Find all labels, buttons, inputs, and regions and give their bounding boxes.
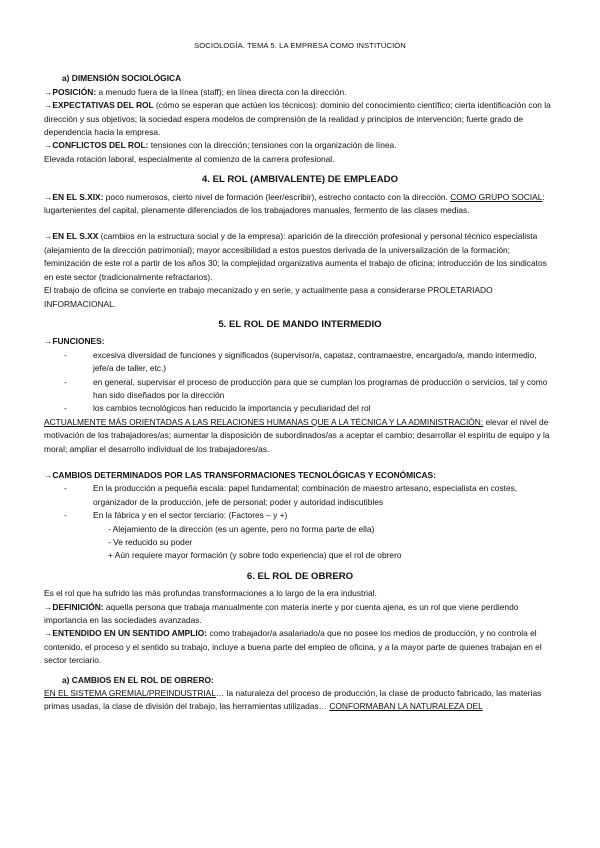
list-item: - excesiva diversidad de funciones y significados (supervisor/a, capataz, contramaestre, encargado/a, mando intermedio, jefe/a de taller, etc.) <box>93 349 556 376</box>
paragraph-proletariado: El trabajo de oficina se convierte en trabajo mecanizado y en serie, y actualmente pasa a considerarse PROLETARIADO INFORMACIONAL. <box>44 285 493 309</box>
funciones-list <box>44 349 556 416</box>
label: →CAMBIOS DETERMINADOS POR LAS TRANSFORMACIONES TECNOLÓGICAS Y ECONÓMICAS: <box>44 469 436 480</box>
paragraph-sxx <box>44 230 556 284</box>
paragraph-rotacion: Elevada rotación laboral, especialmente al comienzo de la carrera profesional. <box>44 153 335 164</box>
underlined-text: ACTUALMENTE MÁS ORIENTADAS A LAS RELACIONES HUMANAS QUE A LA TÉCNICA Y LA ADMINISTRACIÓN: <box>44 416 484 427</box>
list-item: - en general, supervisar el proceso de producción para que se cumplan los programas de producción o servicios, tal y como han sido diseñados por la dirección <box>93 376 556 403</box>
text: elevar el nivel de motivación de los trabajadores/as; aumentar la disposición de subordinados/as a aceptar el cambio; desarrollar el espíritu de equipo y la moral; ampliar el desarrollo individual de los trabajadores/as. <box>44 416 550 454</box>
underlined-text: CONFORMABAN LA NATURALEZA DEL <box>329 701 483 712</box>
underlined-text: EN EL SISTEMA GREMIAL/PREINDUSTRIAL <box>44 688 216 699</box>
label: →FUNCIONES: <box>44 336 105 347</box>
paragraph-expectativas <box>44 99 556 139</box>
list-item: - los cambios tecnológicos han reducido la importancia y peculiaridad del rol <box>93 402 556 415</box>
paragraph-conflictos <box>44 139 556 152</box>
label: →ENTENDIDO EN UN SENTIDO AMPLIO: <box>44 628 208 639</box>
text: poco numerosos, cierto nivel de formación (leer/escribir), estrecho contacto con la dirección. <box>103 191 451 202</box>
label: →CONFLICTOS DEL ROL: <box>44 140 149 151</box>
text: (cambios en la estructura social y de la empresa): aparición de la dirección profesional y personal técnico especialista (alejamiento de la dirección patrimonial); mayor accesibilidad a estos puestos derivada de la universalización de la formación; feminización de este rol a partir de los años 30; la complejidad organizativa aumenta el trabajo de oficina; introducción de los sindicatos en este sector (tradicionalmente refractarios). <box>44 231 547 282</box>
page-header: SOCIOLOGÍA. TEMA 5. LA EMPRESA COMO INSTITUCIÓN <box>194 41 406 50</box>
subsection-title: a) DIMENSIÓN SOCIOLÓGICA <box>62 73 182 84</box>
underlined-text: COMO GRUPO SOCIAL <box>450 191 543 202</box>
text: tensiones con la dirección; tensiones con la organización de línea. <box>148 140 397 151</box>
sub-item: + Aún requiere mayor formación (y sobre todo experiencia) que el rol de obrero <box>108 550 402 561</box>
sub-item: - Alejamiento de la dirección (es un agente, pero no forma parte de ella) <box>108 523 375 534</box>
text: como trabajador/a asalariado/a que no posee los medios de producción, y no controla el contenido, el proceso y el sentido su trabajo, incluye a buena parte del empleo de oficina, y a la mayor parte de quienes trabajan en el sector terciario. <box>44 628 542 666</box>
section-title-6: 6. EL ROL DE OBRERO <box>246 570 354 582</box>
paragraph-sxix <box>44 191 556 218</box>
paragraph-gremial <box>44 687 556 714</box>
section-title-5: 5. EL ROL DE MANDO INTERMEDIO <box>218 318 382 330</box>
text: … la naturaleza del proceso de producción, la clase de producto fabricado, las materias primas usadas, la clase de división del trabajo, las herramientas utilizadas… <box>44 688 542 712</box>
text: : lugartenientes del capital, plenamente diferenciados de los trabajadores manuales, fermento de las clases medias. <box>44 191 545 216</box>
paragraph-intro: Es el rol que ha sufrido las más profundas transformaciones a lo largo de la era industrial. <box>44 588 377 599</box>
sub-item: - Ve reducido su poder <box>108 537 193 547</box>
label: →POSICIÓN: <box>44 86 97 97</box>
list-item: - En la fábrica y en el sector terciario: (Factores – y +) <box>93 509 556 522</box>
section-title-4: 4. EL ROL (AMBIVALENTE) DE EMPLEADO <box>201 174 399 186</box>
paragraph-actualmente <box>44 416 556 456</box>
label: →EN EL S.XX <box>44 231 99 242</box>
cambios-list <box>44 482 556 522</box>
label: →EN EL S.XIX: <box>44 191 104 202</box>
label: →DEFINICIÓN: <box>44 601 104 612</box>
text: a menudo fuera de la línea (staff); en línea directa con la dirección. <box>96 86 347 97</box>
paragraph-definicion <box>44 601 556 628</box>
label: →EXPECTATIVAS DEL ROL <box>44 100 154 111</box>
paragraph-posicion <box>44 86 556 99</box>
paragraph-sentido-amplio <box>44 627 556 667</box>
text: (cómo se esperan que actúen los técnicos): dominio del conocimiento científico; cierta identificación con la dirección y sus objetivos; la sociedad espera modelos de comprensión de la realidad y principios de intervención; fuerte grado de dependencia hacia la empresa. <box>44 100 551 138</box>
text: aquella persona que trabaja manualmente con materia inerte y por cuenta ajena, es un rol que viene perdiendo importancia en las sociedades avanzadas. <box>44 601 519 626</box>
cambios-label <box>44 469 556 482</box>
funciones-label <box>44 335 556 348</box>
list-item: - En la producción a pequeña escala: papel fundamental; combinación de maestro artesano, especialista en costes, organizador de la producción, jefe de personal; poder y autoridad indiscutibles <box>93 482 556 509</box>
subsection-title: a) CAMBIOS EN EL ROL DE OBRERO: <box>62 674 214 685</box>
